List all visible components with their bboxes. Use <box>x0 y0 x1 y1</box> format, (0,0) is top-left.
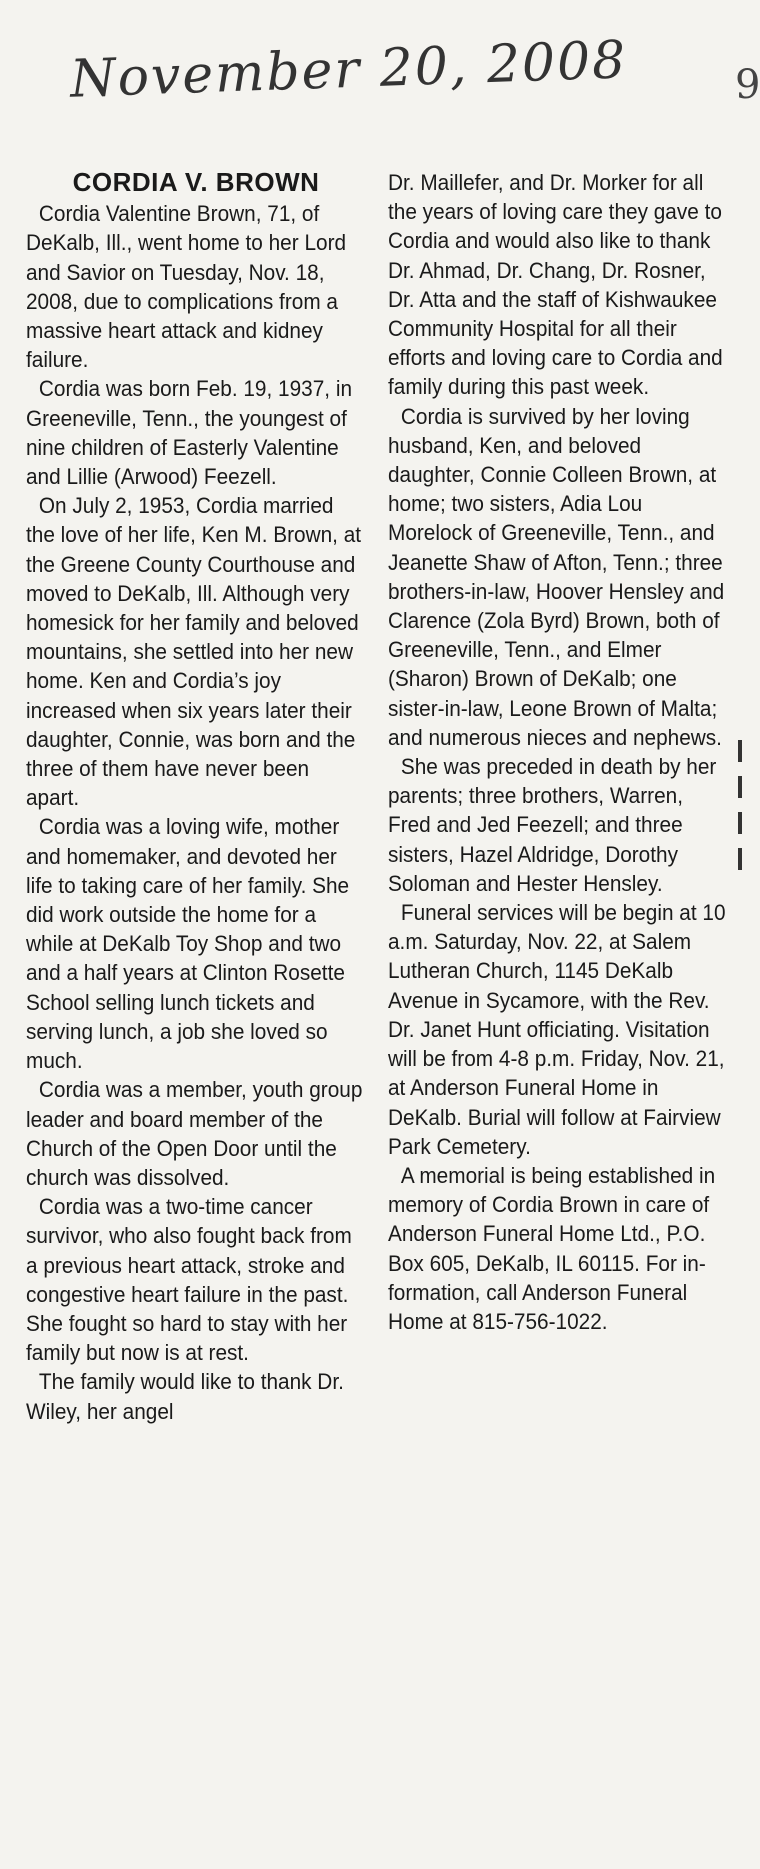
paragraph: She was preceded in death by her parents; three brothers, Warren, Fred and Jed Feezell; and three sisters, Hazel Aldridge, Dorothy Soloman and Hester Hensley. <box>388 754 717 896</box>
paragraph: Cordia is survived by her loving husband, Ken, and beloved daughter, Connie Colleen Brown, at home; two sisters, Adia Lou Morelock of Greeneville, Tenn., and Jeanette Shaw of Afton, Tenn.; three brothers-in-law, Hoover Hensley and Clarence (Zola Byrd) Brown, both of Greeneville, Tenn., and Elmer (Sharon) Brown of DeKalb; one sister-in-law, Leone Brown of Malta; and numerous nieces and nephews. <box>388 403 725 750</box>
paragraph: Cordia was a member, youth group leader and board member of the Church of the Open Door until the church was dissolved. <box>26 1077 363 1190</box>
edge-fragment <box>738 848 742 870</box>
paragraph: Cordia was a loving wife, mother and homemaker, and devoted her life to taking care of her family. She did work outside the home for a while at DeKalb Toy Shop and two and a half years at Clinton Rosette School selling lunch tickets and serving lunch, a job she loved so much. <box>26 814 350 1074</box>
left-column <box>26 168 366 1426</box>
edge-fragment <box>738 812 742 834</box>
paragraph: On July 2, 1953, Cordia married the love of her life, Ken M. Brown, at the Greene County Courthouse and moved to DeKalb, Ill. Although very homesick for her family and beloved mountains, she settled into her new home. Ken and Cordia’s joy increased when six years later their daughter, Connie, was born and the three of them have never been apart. <box>26 493 362 811</box>
paragraph: A memorial is being established in memory of Cordia Brown in care of Anderson Funeral Home Ltd., P.O. Box 605, DeKalb, IL 60115. For in- formation, call Anderson Funeral Home at 815-756-1022. <box>388 1162 716 1334</box>
right-column <box>388 168 728 1336</box>
handwritten-date: November 20, 2008 <box>69 30 629 110</box>
paragraph: Dr. Maillefer, and Dr. Morker for all the years of loving care they gave to Cordia and would also like to thank Dr. Ahmad, Dr. Chang, Dr. Rosner, Dr. Atta and the staff of Kishwaukee Community Hospital for all their efforts and loving care to Cordia and family during this past week. <box>388 170 723 400</box>
paragraph: Funeral services will be begin at 10 a.m. Saturday, Nov. 22, at Salem Lutheran Church, 1145 DeKalb Avenue in Sycamore, with the Rev. Dr. Janet Hunt officiating. Visitation will be from 4-8 p.m. Friday, Nov. 21, at Anderson Funeral Home in DeKalb. Burial will follow at Fairview Park Cemetery. <box>388 900 726 1159</box>
paragraph: The family would like to thank Dr. Wiley, her angel <box>26 1369 344 1424</box>
margin-handwriting: 9 <box>735 62 760 108</box>
paragraph: Cordia Valentine Brown, 71, of DeKalb, Ill., went home to her Lord and Savior on Tuesday, Nov. 18, 2008, due to complications from a massive heart attack and kidney failure. <box>26 201 347 373</box>
edge-fragment <box>738 740 742 762</box>
paragraph: Cordia was a two-time cancer survivor, who also fought back from a previous heart attack, stroke and congestive heart failure in the past. She fought so hard to stay with her family but now is at rest. <box>26 1194 352 1366</box>
edge-fragment <box>738 776 742 798</box>
paragraph: Cordia was born Feb. 19, 1937, in Greeneville, Tenn., the youngest of nine children of Easterly Valentine and Lillie (Arwood) Feezell. <box>26 376 353 490</box>
obituary-title: CORDIA V. BROWN <box>72 167 320 197</box>
adjacent-column-edge <box>738 740 744 884</box>
